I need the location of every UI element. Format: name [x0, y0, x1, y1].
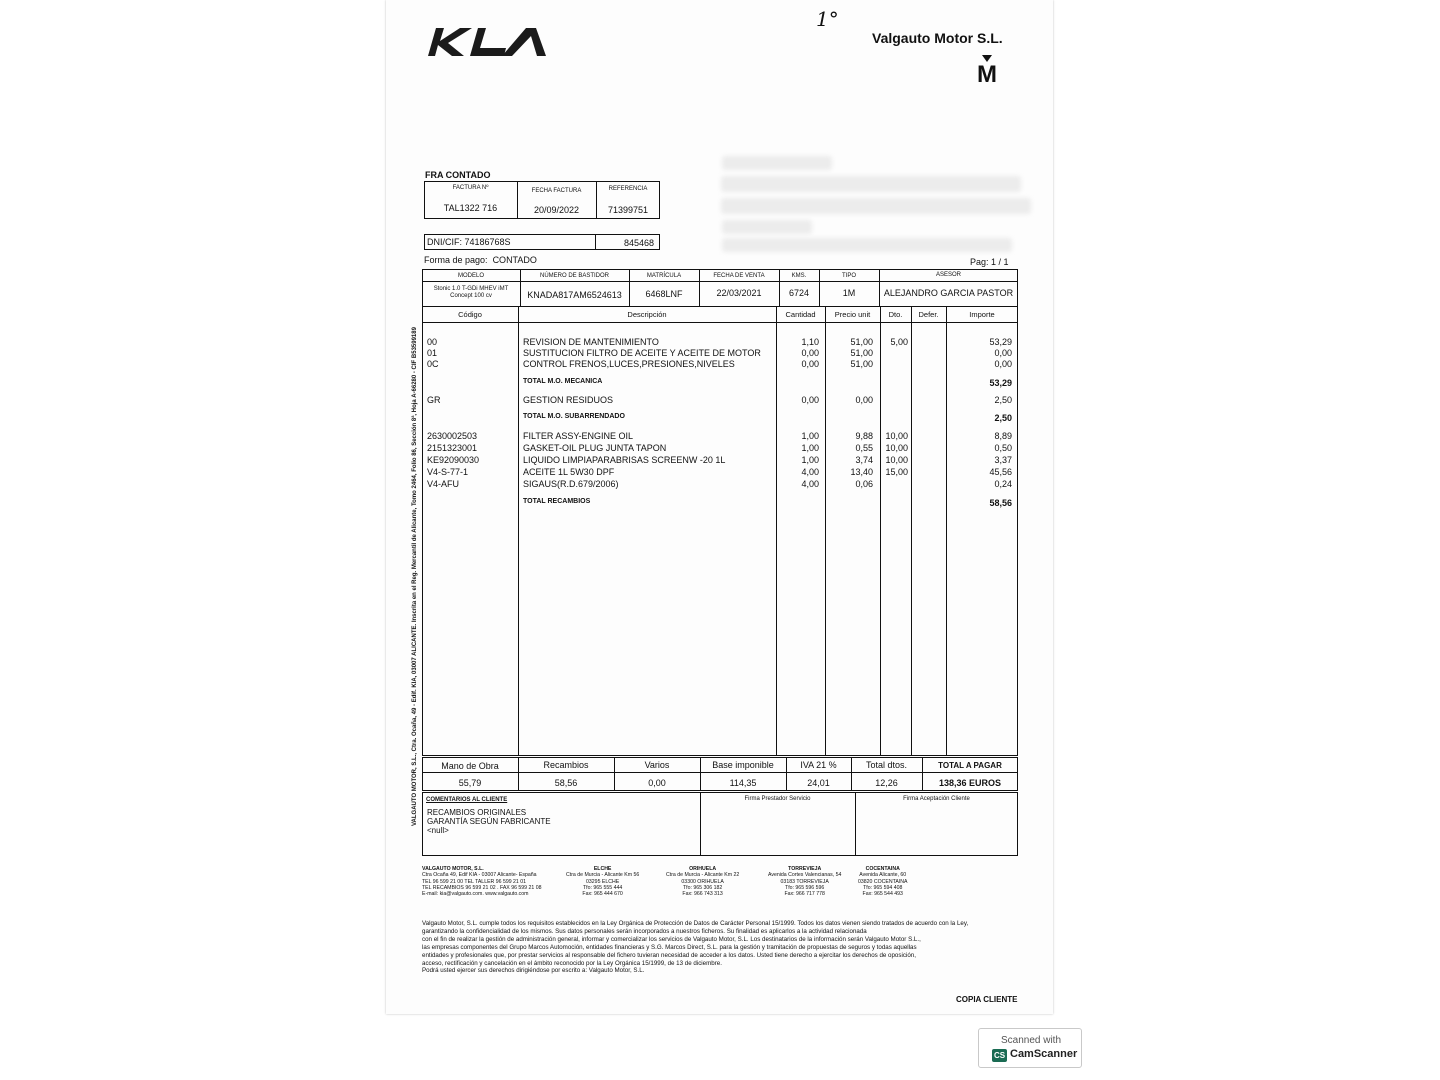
invoice-date: 20/09/2022 [533, 205, 580, 215]
line-item-code: 2151323001 [427, 443, 478, 453]
footer-address-col [566, 866, 639, 897]
line-item-price: 51,00 [850, 359, 873, 369]
total-row-desc: TOTAL M.O. MECANICA [523, 378, 603, 385]
line-item-qty: 0,00 [801, 348, 819, 358]
total-row-imp: 53,29 [989, 378, 1012, 388]
footer-address-line: Ctra de Murcia - Alicante Km 56 [566, 872, 640, 879]
line-item-code: V4-AFU [427, 479, 460, 489]
line-item-qty: 1,10 [801, 337, 819, 347]
invoice-reference: 71399751 [607, 205, 649, 215]
invoice-type: FRA CONTADO [425, 170, 491, 180]
line-item-dto: 5,00 [890, 337, 908, 347]
line-item-desc: LIQUIDO LIMPIAPARABRISAS SCREENW -20 1L [523, 455, 726, 465]
footer-address-line: Tfo: 965 306 182 [683, 884, 723, 891]
line-item-qty: 1,00 [801, 455, 819, 465]
footer-address-line: 03183 TORREVIEJA [780, 878, 829, 885]
provider-signature-label: Firma Prestador Servicio [744, 796, 811, 802]
line-item-code: V4-S-77-1 [427, 467, 469, 477]
invoice-page: 1° Valgauto Motor S.L. M VALGAUTO MOTOR, S.L., Ctra. Ocaña, 49 - Edif. KIA, 03007 ALICANTE. Inscrita en el Reg. Mercantil de Alicante, Tomo 2464, Folio 86, Sección 8ª, Hoja A-66280 - CIF B53599189 FRA CONTADO FACTURA Nº FECHA FACTURA REFERENCIA TAL1322 716 20/09/2022 71399751 DNI/CIF: 74186768S 845468 Forma de pago: CONTADO Pag: 1 / 1 MODELO NÚMERO DE BASTIDOR MATRÍCULA FECHA DE VENTA KMS. TIPO ASESOR Stonic 1.0 T-GDi MHEV iMT Concept 100 cv KNADA817AM6524613 6468LNF 22/03/2021 6724 1M ALEJANDRO GARCIA PASTOR Código Descripción Cantidad Precio unit Dto. Defer. Importe 00 REVISION DE MANTENIMIENTO 1,10 51,00 5,00 53,29 01 SUSTITUCION FILTRO DE ACEITE Y ACEITE DE MOTOR 0,00 51,00 0,00 0C CONTROL FRENOS,LUCES,PRESIONES,NIVELES 0,00 51,00 0,00 TOTAL M.O. MECANICA 53,29 GR GESTION RESIDUOS 0,00 0,00 2,50 TOTAL M.O. SUBARRENDADO 2,50 2630002503 FILTER ASSY-ENGINE OIL 1,00 9,88 10,00 8,89 2151323001 GASKET-OIL PLUG JUNTA TAPON 1,00 0,55 10,00 0,50 KE92090030 LIQUIDO LIMPIAPARABRISAS SCREENW -20 1L 1,00 3,74 10,00 3,37 V4-S-77-1 ACEITE 1L 5W30 DPF 4,00 13,40 15,00 45,56 V4-AFU SIGAUS(R.D.679/2006) 4,00 0,06 0,24 TOTAL RECAMBIOS 58,56 Mano de Obra Recambios Varios Base imponible IVA 21 % Total dtos. TOTAL A PAGAR 55,79 58,56 0,00 114,35 24,01 12,26 138,36 EUROS COMENTARIOS AL CLIENTE RECAMBIOS ORIGINALES GARANTÍA SEGÚN FABRICANTE <null> Firma Prestador Servicio Firma Aceptación Cliente VALGAUTO MOTOR, S.L. Ctra Ocaña 49, Edif KIA - 03007 Alicante- España TEL 96 599 21 00 TEL TALLER 96 599 21 01 TEL RECAMBIOS 96 599 21 02 . FAX 96 599 21 08 E-mail: kia@valgauto.com. www.valgauto.com ELCHE Ctra de Murcia - Alicante Km 56 03295 ELCHE Tfo: 965 555 444 Fax: 965 444 670 ORIHUELA Ctra de Murcia - Alicante Km 22 03300 ORIHUELA Tfo: 965 306 182 Fax: 966 743 313 TORREVIEJA Avenida Cortes Valencianas, 54 03183 TORREVIEJA Tfo: 965 596 596 Fax: 966 717 778 COCENTAINA Avenida Alicante, 60 03820 COCENTAINA Tfo: 965 594 408 Fax: 965 544 493 Valgauto Motor, S.L. cumple todos los requisitos establecidos en la Ley Orgánica de Protección de Datos de Carácter Personal 15/1999. Todos los datos vienen siendo tratados de acuerdo con la Ley, garantizando la confidencialidad de los mismos. Sus datos personales serán incorporados a nuestros ficheros. Su finalidad es aplicarlos a la actividad relacionada con el fin de realizar la gestión de administración general, informar y comercializar los servicios de Valgauto Motor, S.L. Los destinatarios de la información serán Valgauto Motor S.L., las empresas componentes del Grupo Marcos Automoción, entidades financieras y S.G. Marcos Direct, S.L. para la gestión y tramitación de propuestas de seguros y todas aquellas entidades y profesionales que, por prestar servicios al responsable del fichero tuvieran necesidad de acceder a los datos. Usted tiene derecho a ejercitar los derechos de oposición, acceso, rectificación y cancelación en el ámbito reconocido por la Ley Orgánica 15/1999, de 13 de diciembre. Podrá usted ejercer sus derechos dirigiéndose por escrito a: Valgauto Motor, S.L. COPIA CLIENTE [386, 0, 1053, 1014]
footer-address-line: Fax: 966 717 778 [784, 891, 825, 898]
footer-address-line: Tfo: 965 594 408 [863, 884, 903, 891]
total-discounts: 12,26 [875, 778, 898, 788]
total-to-pay: 138,36 EUROS [938, 778, 1002, 788]
footer-address-line: Avenida Cortes Valencianas, 54 [768, 872, 842, 879]
footer-address-col [768, 866, 841, 897]
line-item-qty: 4,00 [801, 479, 819, 489]
legal-line: acceso, rectificación y cancelación en el ámbito reconocido por la Ley Orgánica 15/1999, de 13 de diciembre. [422, 959, 722, 967]
total-parts: 58,56 [554, 778, 578, 788]
line-item-desc: CONTROL FRENOS,LUCES,PRESIONES,NIVELES [523, 359, 735, 369]
vat-amount: 24,01 [807, 778, 830, 788]
line-item-price: 3,74 [855, 455, 873, 465]
total-row-imp: 2,50 [994, 413, 1012, 423]
line-item-imp: 45,56 [989, 467, 1012, 477]
footer-address-line: 03295 ELCHE [586, 878, 620, 885]
footer-address-line: 03820 COCENTAINA [858, 878, 908, 885]
total-row-imp: 58,56 [989, 498, 1012, 508]
line-item-imp: 53,29 [989, 337, 1012, 347]
footer-address-line: TEL 96 599 21 00 TEL TALLER 96 599 21 01 [422, 878, 527, 885]
copy-label: COPIA CLIENTE [956, 995, 1018, 1004]
line-item-imp: 0,50 [994, 443, 1012, 453]
camscanner-badge: Scanned with CS CamScanner [978, 1028, 1082, 1068]
footer-address-line: Ctra de Murcia - Alicante Km 22 [666, 872, 740, 879]
line-item-imp: 8,89 [994, 431, 1012, 441]
footer-address-line: E-mail: kia@valgauto.com. www.valgauto.com [422, 891, 529, 898]
line-item-code: GR [427, 395, 441, 405]
footer-address-line: 03300 ORIHUELA [681, 878, 724, 885]
footer-address-title: TORREVIEJA [788, 866, 822, 872]
footer-address-title: VALGAUTO MOTOR, S.L. [422, 866, 484, 872]
side-legal-text: VALGAUTO MOTOR, S.L., Ctra. Ocaña, 49 - Edif. KIA, 03007 ALICANTE. Inscrita en el Reg. Mercantil de Alicante, Tomo 2464, Folio 86, Sección 8ª, Hoja A-66280 - CIF B53599189 [412, 327, 418, 826]
footer-address-col [666, 866, 739, 897]
line-item-desc: FILTER ASSY-ENGINE OIL [523, 431, 634, 441]
line-item-price: 0,55 [855, 443, 873, 453]
footer-address-line: Fax: 965 444 670 [582, 891, 623, 898]
footer-address-col [858, 866, 908, 897]
vehicle-vin: KNADA817AM6524613 [527, 290, 622, 300]
line-item-qty: 0,00 [801, 395, 819, 405]
footer-address-title: ORIHUELA [689, 866, 717, 872]
footer-address-title: ELCHE [593, 866, 612, 872]
line-item-qty: 0,00 [801, 359, 819, 369]
line-item-qty: 4,00 [801, 467, 819, 477]
footer-address-line: Fax: 966 743 313 [682, 891, 723, 898]
client-number: 845468 [624, 238, 655, 248]
line-item-price: 0,06 [855, 479, 873, 489]
company-logo: M [977, 61, 997, 88]
line-item-code: 0C [427, 359, 439, 369]
kia-logo [426, 26, 550, 58]
line-item-imp: 0,00 [994, 348, 1012, 358]
line-item-dto: 15,00 [885, 467, 908, 477]
line-item-dto: 10,00 [885, 455, 908, 465]
camscanner-logo-icon: CS [993, 1051, 1006, 1060]
total-row-desc: TOTAL RECAMBIOS [523, 498, 591, 505]
footer-address-line: TEL RECAMBIOS 96 599 21 02 . FAX 96 599 21 08 [422, 884, 542, 891]
redacted-block [722, 238, 1012, 252]
line-item-qty: 1,00 [801, 443, 819, 453]
line-item-price: 51,00 [850, 348, 873, 358]
line-item-desc: REVISION DE MANTENIMIENTO [523, 337, 659, 347]
page-number: Pag: 1 / 1 [970, 257, 1009, 267]
tax-base: 114,35 [729, 778, 757, 788]
legal-line: con el fin de realizar la gestión de administración general, informar y comercializar los servicios de Valgauto Motor, S.L. Los destinatarios de la información serán Valgauto Motor S.L., [422, 935, 921, 943]
redacted-block [721, 198, 1031, 214]
line-item-dto: 10,00 [885, 443, 908, 453]
legal-line: las empresas componentes del Grupo Marcos Automoción, entidades financieras y S.G. Marcos Direct, S.L. para la gestión y tramitación de propuestas de seguros y todas aquellas [422, 943, 917, 951]
payment-method: CONTADO [492, 255, 537, 265]
footer-address-line: Tfo: 965 555 444 [583, 884, 623, 891]
invoice-number: TAL1322 716 [443, 203, 498, 213]
total-labor: 55,79 [458, 778, 482, 788]
comments-label: COMENTARIOS AL CLIENTE [426, 797, 508, 803]
handwritten-mark: 1° [816, 7, 839, 31]
line-item-dto: 10,00 [885, 431, 908, 441]
company-name: Valgauto Motor S.L. [872, 30, 1003, 46]
line-item-price: 0,00 [855, 395, 873, 405]
line-item-desc: SUSTITUCION FILTRO DE ACEITE Y ACEITE DE MOTOR [523, 348, 761, 358]
redacted-block [721, 176, 1021, 192]
line-items-table [422, 306, 1018, 756]
client-dni: 74186768S [464, 237, 511, 247]
vehicle-plate: 6468LNF [645, 289, 683, 299]
footer-address-col [422, 866, 541, 897]
line-item-imp: 2,50 [994, 395, 1012, 405]
footer-address-line: Fax: 965 544 493 [862, 891, 903, 898]
legal-line: Podrá usted ejercer sus derechos dirigiéndose por escrito a: Valgauto Motor, S.L. [422, 967, 645, 975]
legal-text [422, 920, 1022, 975]
line-item-desc: GASKET-OIL PLUG JUNTA TAPON [523, 443, 667, 453]
line-item-price: 9,88 [855, 431, 873, 441]
redacted-block [722, 156, 832, 170]
line-item-imp: 0,24 [994, 479, 1012, 489]
vehicle-model: Stonic 1.0 T-GDi MHEV iMT [433, 286, 509, 292]
vehicle-km: 6724 [788, 288, 810, 298]
line-item-imp: 3,37 [994, 455, 1012, 465]
footer-address-line: Ctra Ocaña 49, Edif KIA - 03007 Alicante- España [422, 872, 537, 879]
line-item-code: 2630002503 [427, 431, 478, 441]
legal-line: Valgauto Motor, S.L. cumple todos los requisitos establecidos en la Ley Orgánica de Protección de Datos de Carácter Personal 15/1999. Todos los datos vienen siendo tratados de acuerdo con la Ley, [422, 920, 969, 927]
line-item-code: KE92090030 [427, 455, 480, 465]
line-item-desc: SIGAUS(R.D.679/2006) [523, 479, 619, 489]
line-item-price: 51,00 [850, 337, 873, 347]
footer-address-line: Avenida Alicante, 60 [859, 872, 907, 879]
advisor-name: ALEJANDRO GARCIA PASTOR [883, 288, 1014, 298]
footer-address-title: COCENTAINA [865, 866, 900, 872]
line-item-desc: GESTION RESIDUOS [523, 395, 614, 405]
redacted-block [722, 220, 812, 234]
total-row-desc: TOTAL M.O. SUBARRENDADO [523, 413, 625, 420]
total-misc: 0,00 [648, 778, 666, 788]
line-item-price: 13,40 [850, 467, 873, 477]
line-item-imp: 0,00 [994, 359, 1012, 369]
line-item-code: 00 [427, 337, 438, 347]
vehicle-type: 1M [842, 288, 856, 298]
footer-address-line: Tfo: 965 596 596 [785, 884, 825, 891]
line-item-code: 01 [427, 348, 438, 358]
client-signature-label: Firma Aceptación Cliente [903, 796, 970, 802]
line-item-qty: 1,00 [801, 431, 819, 441]
vehicle-sale-date: 22/03/2021 [716, 288, 762, 298]
legal-line: entidades y profesionales que, por prestar servicios al responsable del fichero tuvieran necesidad de acceder a los datos. Usted tiene derecho a ejercitar los derechos de oposición, [422, 951, 916, 959]
legal-line: garantizando la confidencialidad de los mismos. Sus datos personales serán incorporados a nuestros ficheros. Su finalidad es aplicarlos a la actividad relacionada [422, 927, 867, 935]
line-item-desc: ACEITE 1L 5W30 DPF [523, 467, 615, 477]
